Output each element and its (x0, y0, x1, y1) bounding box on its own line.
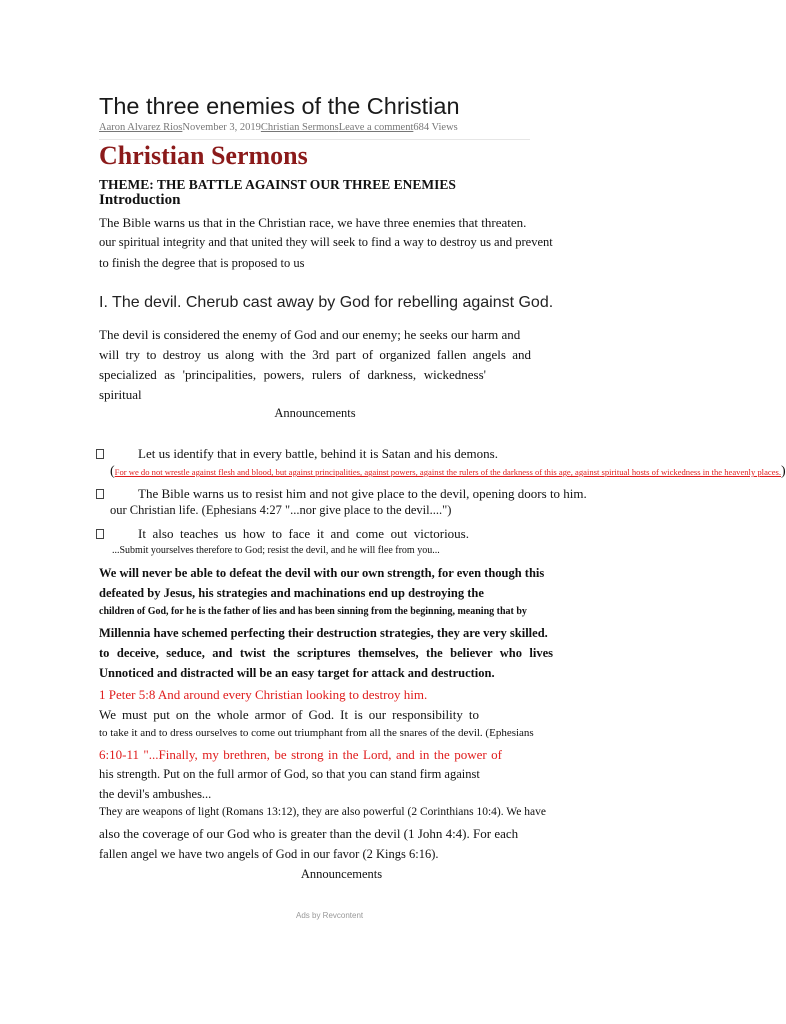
devil-line: The devil is considered the enemy of God and our enemy; he seeks our harm and (99, 327, 521, 342)
comment-link[interactable]: Leave a comment (338, 122, 414, 133)
ephesians-verse: 6:10-11 "...Finally, my brethren, be strong in the Lord, and in the power of (99, 747, 502, 762)
introduction-heading: Introduction (99, 192, 181, 208)
bullet-item: Let us identify that in every battle, behind it is Satan and his demons. (138, 446, 498, 461)
strength-line: his strength. Put on the full armor of God, so that you can stand firm against (99, 767, 480, 781)
armor-line: to take it and to dress ourselves to come out triumphant from all the snares of the devil. (Ephesians (99, 727, 534, 739)
peter-verse: 1 Peter 5:8 And around every Christian looking to destroy him. (99, 687, 428, 702)
bullet-item: The Bible warns us to resist him and not give place to the devil, opening doors to him. (138, 486, 587, 501)
devil-line: will try to destroy us along with the 3rd part of organized fallen angels and (99, 347, 531, 362)
submit-line: ...Submit yourselves therefore to God; resist the devil, and he will flee from you... (112, 545, 440, 556)
announcements-label: Announcements (274, 406, 356, 420)
weapons-line: also the coverage of our God who is greater than the devil (1 John 4:4). For each (99, 826, 519, 841)
bold-paragraph-line: We will never be able to defeat the devil with our own strength, for even though this (99, 566, 545, 580)
bold-paragraph-line: defeated by Jesus, his strategies and machinations end up destroying the (99, 586, 484, 600)
bullet-icon (96, 449, 104, 459)
document-header: Christian Sermons (99, 141, 308, 170)
intro-line: our spiritual integrity and that united they will seek to find a way to destroy us and prevent (99, 235, 553, 249)
devil-line: specialized as 'principalities, powers, rulers of darkness, wickedness' (99, 367, 486, 382)
category-link[interactable]: Christian Sermons (260, 122, 339, 133)
armor-line: We must put on the whole armor of God. It is our responsibility to (99, 707, 479, 722)
scripture-quote (110, 464, 786, 480)
bold-paragraph-line: Millennia have schemed perfecting their destruction strategies, they are very skilled. (99, 626, 548, 640)
open-paren: ( (110, 464, 115, 479)
bullet-icon (96, 529, 104, 539)
ephesians-quote: For we do not wrestle against flesh and blood, but against principalities, against powers, against the rulers of the darkness of this age, against spiritual hosts of wickedness in the heavenly places. (114, 467, 782, 477)
post-date: November 3, 2019 (182, 122, 261, 133)
bold-paragraph-line: to deceive, seduce, and twist the scriptures themselves, the believer who lives (99, 646, 553, 660)
view-count: 684 Views (413, 122, 458, 133)
theme-heading: THEME: THE BATTLE AGAINST OUR THREE ENEMIES (99, 177, 456, 192)
close-paren: ) (781, 464, 786, 479)
ads-label[interactable]: Ads by Revcontent (296, 911, 364, 920)
bullet-continuation: our Christian life. (Ephesians 4:27 "...nor give place to the devil....") (110, 503, 452, 517)
weapons-line: fallen angel we have two angels of God in our favor (2 Kings 6:16). (99, 847, 439, 861)
intro-line: The Bible warns us that in the Christian race, we have three enemies that threaten. (99, 215, 527, 230)
strength-line: the devil's ambushes... (99, 787, 212, 801)
bold-paragraph-line: children of God, for he is the father of lies and has been sinning from the beginning, meaning that by (99, 606, 527, 617)
announcements-label: Announcements (300, 867, 383, 881)
intro-line: to finish the degree that is proposed to us (99, 256, 305, 270)
bullet-item: It also teaches us how to face it and come out victorious. (138, 526, 469, 541)
weapons-line: They are weapons of light (Romans 13:12), they are also powerful (2 Corinthians 10:4). We have (99, 806, 546, 818)
bullet-icon (96, 489, 104, 499)
page-title: The three enemies of the Christian (99, 93, 460, 119)
devil-line: spiritual (99, 387, 142, 402)
divider (99, 139, 530, 140)
author-link[interactable]: Aaron Alvarez Rios (99, 122, 183, 133)
bold-paragraph-line: Unnoticed and distracted will be an easy target for attack and destruction. (99, 666, 495, 680)
section-heading-devil: I. The devil. Cherub cast away by God for rebelling against God. (99, 294, 554, 311)
article-meta (99, 122, 458, 133)
